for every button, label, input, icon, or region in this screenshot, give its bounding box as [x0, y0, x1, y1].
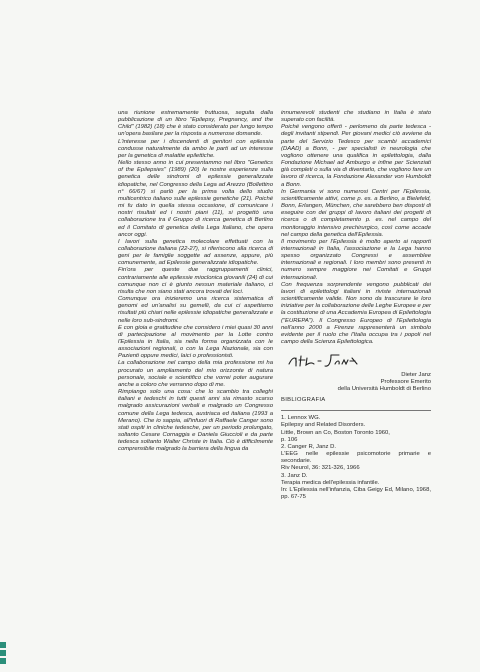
- paragraph: Nello stesso anno in cui presentammo nel libro "Genetics of the Epilepsies" (1989) (20) le nostre esperienze sulla genetica delle sindromi di epilessie generalizzate idiopatiche, nel Congresso della Lega ad Arezzo (Bollettino n° 66/67) si parlò per la prima volta dello studio multicentrico italiano sulle epilessie genetiche (21). Poiché mi fu dato in quella stessa occasione, di comunicare i nostri risultati ed i nostri piani (11), si progettò una collaborazione tra il Gruppo di ricerca genetica di Berlino ed il Comitato di genetica della Lega Italiano, che opera ancor oggi.: [118, 160, 273, 238]
- bibliography-line: In: L'Epilessia nell'infanzia, Ciba Geigy Ed, Milano, 1968, pp. 67-75: [281, 486, 431, 501]
- author-affiliation: della Università Humboldt di Berlino: [337, 386, 431, 393]
- divider: [281, 410, 431, 411]
- signature-icon: [281, 352, 431, 370]
- author-title: Professore Emerito: [380, 379, 431, 386]
- bibliography-line: Little, Brown an Co, Boston Toronto 1960,: [281, 429, 390, 436]
- paragraph: E con gioia e gratitudine che considero i miei quasi 30 anni di partecipazione al movimento per la Lotte contro l'Epilessia in Italia, sia nella forma organizzata con le associazioni regionali, o con la Lega Nazionale, sia con Pazienti oppure medici, laici o professionisti.: [118, 324, 273, 360]
- paragraph: Poiché vengono offerti - perlomeno da parte tedesca - degli invitanti stipendi. Per giovani medici ciò avviene da parte del Servizio Tedesco per scambi accademici (DAAD) a Bonn, - per specialisti in neurologia che vogliono ottenere una qualifica in epilettologia, dalla Fondazione Michael ad Amburgo e infine per Scienziati già completi o sulla via di diventarlo, che vogliono fare un lavoro di ricerca, la Fondazione Alexander von Humboldt a Bonn.: [281, 124, 431, 188]
- paragraph: Rimpiango solo una cosa: che lo scambio tra colleghi italiani e tedeschi in tutti questi anni sia rimasto scarso malgrado assicurazioni verbali e malgrado un Congresso comune della Lega tedesca, austriaca ed italiana (1993 a Merano). Che io sappia, all'infuori di Raffaele Canger sono stati ospiti in cliniche tedesche, per un periodo prolungato, soltanto Cesare Cornaggia e Daniela Giuccioli e da parte tedesca soltanto Walter Christe in Italia. Ciò è difficilmente comprensibile malgrado la barriera della lingua da: [118, 389, 273, 453]
- left-text-column: [118, 110, 273, 454]
- corner-accent: [0, 642, 6, 672]
- bibliography-line: Terapia medica dell'epilessia infantile.: [281, 479, 380, 486]
- bibliography-list: [281, 415, 431, 501]
- author-block: [281, 372, 431, 393]
- paragraph: innumerevoli studenti che studiano in Italia è stato superato con facilità.: [281, 110, 431, 124]
- bibliography-line: Riv Neurol, 36: 321-326, 1966: [281, 465, 360, 472]
- bibliography-line: p. 106: [281, 436, 298, 443]
- bibliography-title: BIBLIOGRAFIA: [281, 397, 326, 404]
- bibliography-line: 2. Canger R, Janz D.: [281, 443, 337, 450]
- paragraph: L'interesse per i discendenti di genitori con epilessia condusse naturalmente da ambo le parti ad un interesse per la genetica di malattie epilettiche.: [118, 138, 273, 159]
- bibliography-line: 3. Janz D.: [281, 472, 308, 479]
- author-name: Dieter Janz: [401, 372, 431, 379]
- paragraph: Con frequenza sorprendente vengono pubblicati dei lavori di epilettologi italiani in riviste internazionali scientificamente valide. Non sono da trascurare le loro iniziative per la collaborazione delle Leghe Europee e per la costituzione di una Accademia Europea di Epilettologia ("EUREPA"). Il Congresso Europeo di l'Epilettologia nell'anno 2000 a Firenze rappresenterà un simbolo evidente per il ruolo che l'Italia occupa tra i popoli nel campo della Scienza Epilettologica.: [281, 281, 431, 345]
- paragraph: una riunione estremamente fruttuosa, seguita dalla pubblicazione di un libro "Epilepsy, Pregnancy, and the Child" (1982) (18) che è stato considerato per lungo tempo un'opera basilare per la risposta a numerose domande.: [118, 110, 273, 138]
- bibliography-line: Epilepsy and Related Disorders.: [281, 422, 366, 429]
- bibliography-line: L'EEG nelle epilessie psicomotorie primarie e secondarie.: [281, 451, 431, 465]
- paragraph: Comunque ora inizieremo una ricerca sistematica di genomi ed un'analisi su gemelli, da cui ci aspettiamo risultati più chiari nelle epilessie idiopatiche generalizzate e nelle loro sub-sindromi.: [118, 296, 273, 324]
- paragraph: I lavori sulla genetica molecolare effettuati con la collaborazione italiana (22-27), si riferiscono alla ricerca di geni per le famiglie soggette ad assenze, appure, più comunemente, ad Epilessie generalizzate idiopatiche.: [118, 238, 273, 267]
- paragraph: In Germania vi sono numerosi Centri per l'Epilessia, scientificamente attivi, come p. es. a Berlino, a Bielefeld, Bonn, Erlangen, München, che sarebbero ben disposti di eseguire con dei gruppi di lavoro italiani dei progetti di ricerca o di completamento p. es. nel campo del monitoraggio intensivo prechirurgico, così come accade nel campo della genetica dell'Epilessia.: [281, 188, 431, 238]
- paragraph: La collaborazione nel campo della mia professione mi ha procurato un ampliamento del mio orizzonte di natura personale, sociale e scientifico che vorrei poter augurare anche a coloro che verranno dopo di me.: [118, 360, 273, 388]
- bibliography-line: 1. Lennox WG.: [281, 415, 321, 422]
- paragraph: Il movimento per l'Epilessia è molto aperto ai rapporti internazionali in Italia, l'associazione e la Lega hanno spesso organizzato Congressi e assemblee internazionali e regionali. I loro membri sono presenti in numero sempre maggiore nei Comitati e Gruppi internazionali.: [281, 238, 431, 281]
- right-text-column: [281, 110, 431, 501]
- paragraph: Fin'ora per queste due raggruppamenti clinici, contrariamente alle epilessie mioclonica giovanili (24) di cui comunque non ci è giunto nessun materiale italiano, ci risulta che non siano stati ancora trovati dei loci.: [118, 267, 273, 295]
